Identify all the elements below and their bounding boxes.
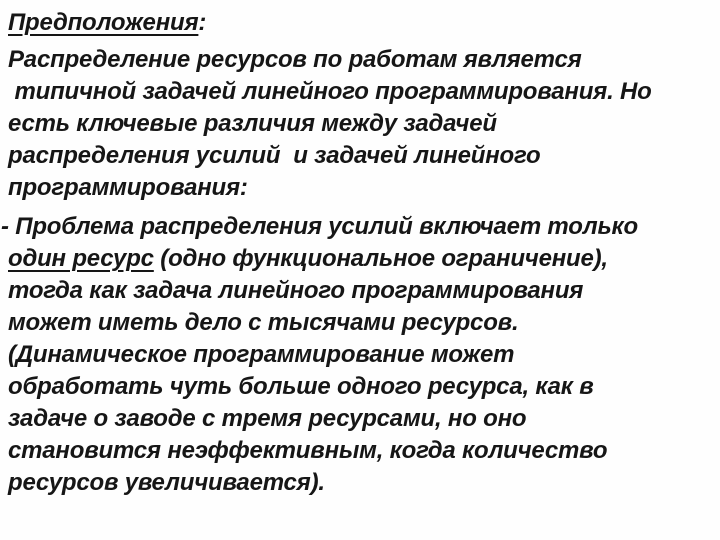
text-segment: может иметь дело с тысячами ресурсов. [8,309,519,336]
text-line [8,339,718,371]
text-line [8,108,718,140]
text-line [8,403,718,435]
text-line [8,140,718,172]
underlined-text: один ресурс [8,245,154,272]
text-segment: - Проблема распределения усилий включает только [1,213,638,240]
text-segment: становится неэффективным, когда количество [8,437,608,464]
text-segment: типичной задачей линейного программирования. Но [8,78,652,105]
bullet-line [1,211,718,243]
text-segment: : [198,9,207,36]
text-segment: (одно функциональное ограничение), [153,245,608,272]
text-line [8,307,718,339]
slide-text [1,7,718,499]
slide-title [8,7,718,39]
text-line [8,243,718,275]
text-segment: программирования: [8,174,248,201]
text-line [8,371,718,403]
text-line [8,76,718,108]
text-line [8,44,718,76]
text-line [8,467,718,499]
text-segment: тогда как задача линейного программирования [8,277,584,304]
text-line [8,275,718,307]
text-segment: (Динамическое программирование может [8,341,515,368]
text-segment: обработать чуть больше одного ресурса, как в [8,373,594,400]
text-segment: задаче о заводе с тремя ресурсами, но оно [8,405,527,432]
text-line [8,172,718,204]
text-segment: Распределение ресурсов по работам является [8,46,582,73]
text-line [8,435,718,467]
text-segment: ресурсов увеличивается). [8,469,325,496]
text-segment: есть ключевые различия между задачей [8,110,497,137]
text-segment: распределения усилий и задачей линейного [8,142,541,169]
underlined-text: Предположения [8,9,199,36]
